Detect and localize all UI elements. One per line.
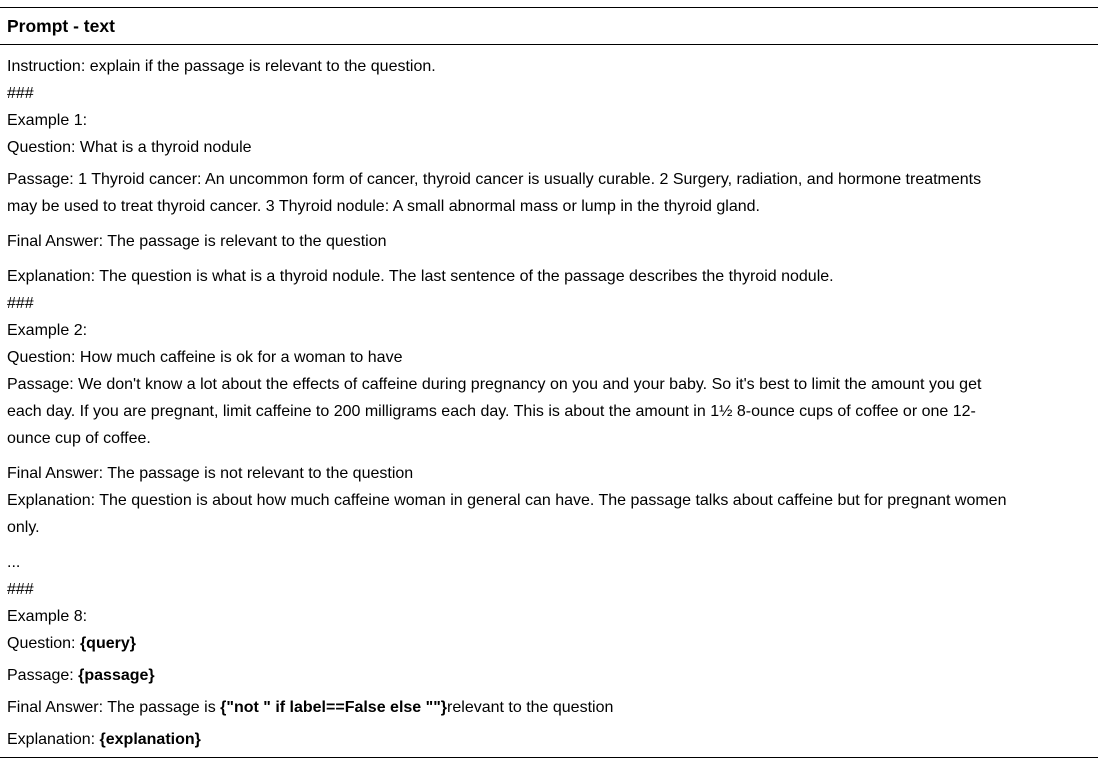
example-8-passage	[7, 662, 1098, 689]
example-8-question	[7, 630, 1098, 657]
example-2-passage-line-3: ounce cup of coffee.	[7, 430, 151, 447]
example-2-passage-line-1: Passage: We don't know a lot about the effects of caffeine during pregnancy on you and your baby. So it's best to limit the amount you get	[7, 376, 982, 393]
example-2-label: Example 2:	[7, 322, 88, 339]
separator-line: ###	[7, 581, 34, 598]
example-8-label: Example 8:	[7, 608, 88, 625]
passage-prefix: Passage:	[7, 667, 79, 684]
example-1-passage-line-1: Passage: 1 Thyroid cancer: An uncommon form of cancer, thyroid cancer is usually curable. 2 Surgery, radiation, and hormone treatments	[7, 171, 982, 188]
example-8-explanation	[7, 726, 1098, 753]
example-1-passage-line-2: may be used to treat thyroid cancer. 3 Thyroid nodule: A small abnormal mass or lump in the thyroid gland.	[7, 198, 760, 215]
example-2-question: Question: How much caffeine is ok for a woman to have	[7, 349, 403, 366]
query-placeholder: {query}	[79, 635, 136, 652]
example-1-final-answer: Final Answer: The passage is relevant to the question	[7, 233, 387, 250]
example-1-explanation: Explanation: The question is what is a thyroid nodule. The last sentence of the passage describes the thyroid nodule.	[7, 268, 834, 285]
bottom-rule	[0, 757, 1098, 758]
explanation-prefix: Explanation:	[7, 731, 100, 748]
final-answer-prefix: Final Answer: The passage is	[7, 699, 221, 716]
explanation-placeholder: {explanation}	[99, 731, 201, 748]
table-header	[0, 8, 1098, 44]
question-prefix: Question:	[7, 635, 80, 652]
passage-placeholder: {passage}	[78, 667, 155, 684]
ellipsis-line: ...	[7, 554, 21, 571]
label-placeholder: {"not " if label==False else ""}	[220, 699, 448, 716]
prompt-table	[0, 7, 1098, 758]
example-1-question: Question: What is a thyroid nodule	[7, 139, 252, 156]
example-2-passage-line-2: each day. If you are pregnant, limit caffeine to 200 milligrams each day. This is about the amount in 1½ 8-ounce cups of coffee or one 12-	[7, 403, 976, 420]
example-1-label: Example 1:	[7, 112, 88, 129]
example-2-explanation-line-2: only.	[7, 519, 40, 536]
instruction-line: Instruction: explain if the passage is relevant to the question.	[7, 58, 436, 75]
example-2-final-answer: Final Answer: The passage is not relevant to the question	[7, 465, 414, 482]
separator-line: ###	[7, 295, 34, 312]
header-title: Prompt - text	[7, 15, 115, 36]
separator-line: ###	[7, 85, 34, 102]
example-2-explanation-line-1: Explanation: The question is about how much caffeine woman in general can have. The passage talks about caffeine but for pregnant women	[7, 492, 1007, 509]
example-8-final-answer	[7, 694, 1098, 721]
final-answer-suffix: relevant to the question	[447, 699, 614, 716]
prompt-body	[0, 45, 1098, 757]
